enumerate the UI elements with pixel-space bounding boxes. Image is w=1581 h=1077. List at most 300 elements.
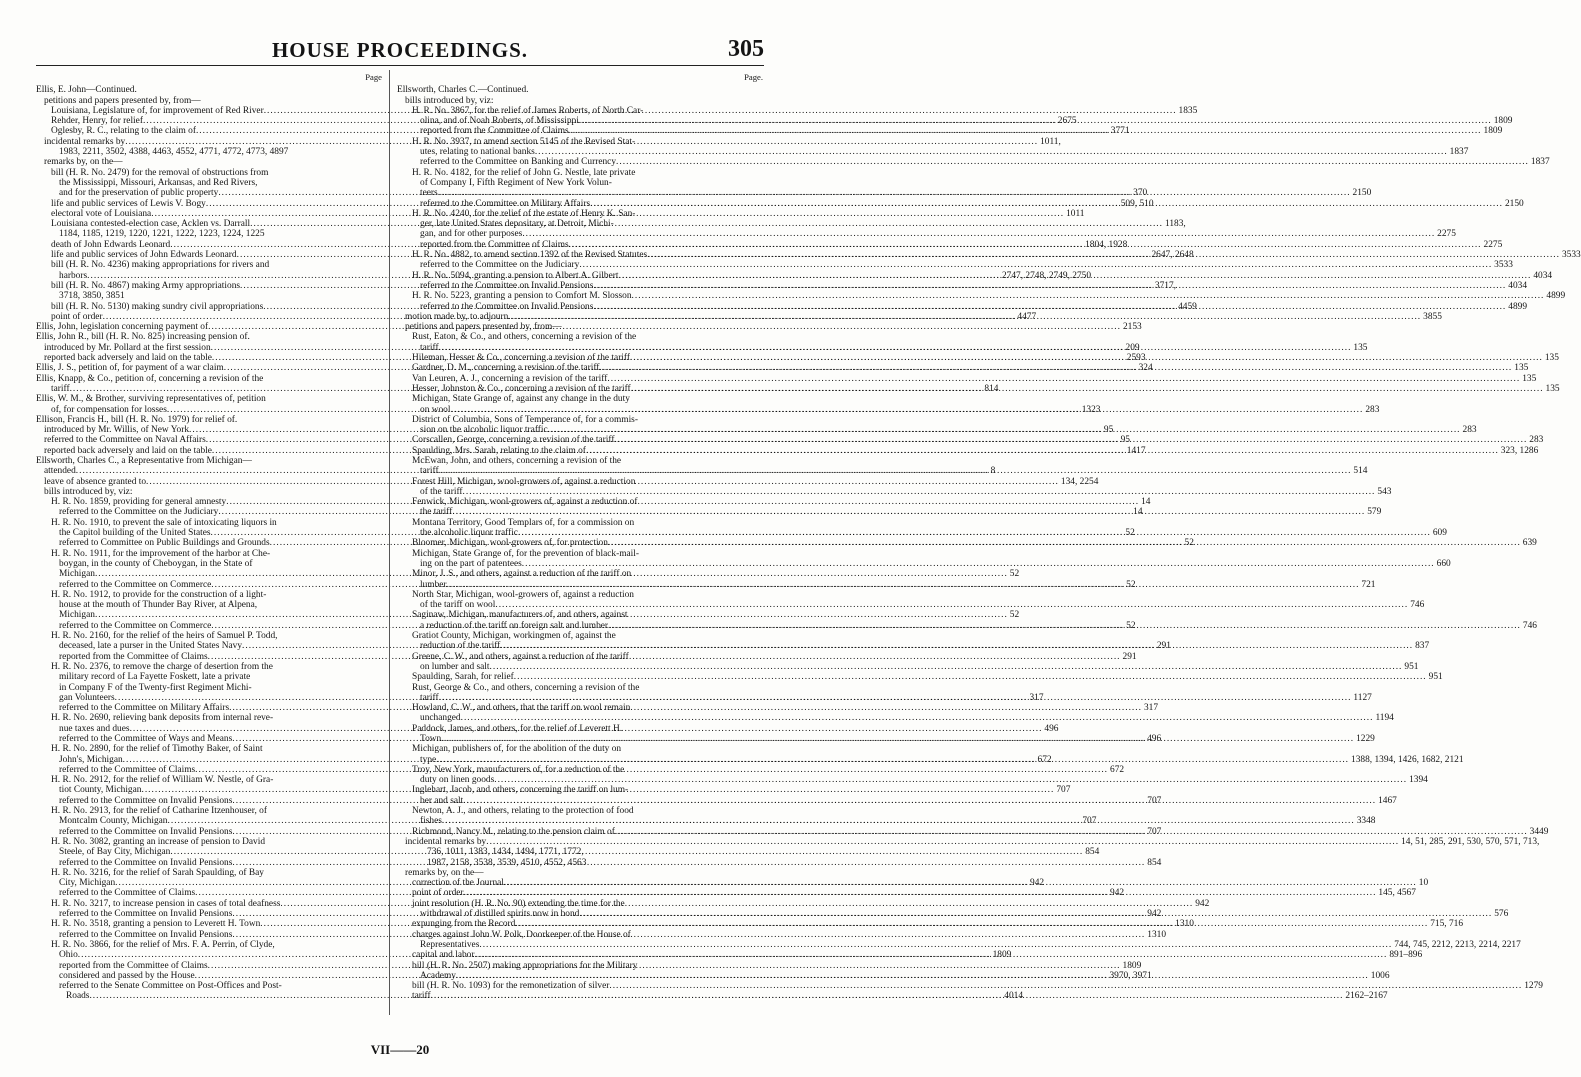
index-entry-line [36,518,382,528]
entry-text: introduced by Mr. Pollard at the first session [44,342,211,353]
leader-dots [522,559,1435,569]
entry-text: Rust, Eaton, & Co., and others, concerning a revision of the [412,332,637,343]
entry-text: referred to the Committee of Ways and Means [59,734,233,744]
entry-text: 1983, 2211, 3502, 4388, 4463, 4552, 4771, 4772, 4773, 4897 [59,147,289,158]
index-entry-line [397,456,763,466]
index-entry-line [36,590,382,600]
page-reference: 891–896 [1389,950,1423,961]
leader-dots [548,425,1461,435]
leader-dots [486,837,1399,847]
leader-dots [438,188,1351,198]
page-reference: 1006 [1370,970,1390,981]
page-number: 305 [728,36,764,62]
index-entry-line [36,662,382,672]
leader-dots [494,775,1407,785]
entry-text: referred to Committee on Public Buildings and Grounds [59,538,270,549]
entry-text: Ohio [59,950,78,961]
page-reference: 135 [1353,342,1368,353]
entry-text: H. R. No. 3867, for the relief of James Roberts, of North Car- [412,105,644,116]
index-entry-line [36,157,382,167]
entry-text: H. R. No. 3082, granting an increase of pension to David [51,836,266,847]
page-reference: 283 [1365,404,1380,415]
entry-text: introduced by Mr. Willis, of New York [44,425,190,436]
index-entry-line [36,260,382,270]
index-entry-line [397,724,763,734]
entry-text: motion made by, to adjourn [405,311,509,322]
page-reference: 1194 [1375,713,1394,724]
index-entry-line [36,549,382,559]
index-entry-line [36,85,382,95]
entry-text: H. R. No. 3217, to increase pension in cases of total deafness [51,898,281,909]
entry-text: expunging from the Record [412,919,516,930]
page-reference: 854 [1147,857,1162,868]
page-reference: 2593 [1126,353,1146,364]
page-reference: 95 [1120,435,1130,446]
entry-text: Forest Hill, Michigan, wool-growers of, against a reduction [412,476,636,487]
entry-text: referred to the Committee on Commerce [59,579,212,590]
entry-text: petitions and papers presented by, from— [44,95,201,106]
entry-text: H. R. No. 5094, granting a pension to Albert A. Gilbert [412,270,619,281]
entry-text: bills introduced by, viz: [405,95,494,106]
entry-text: remarks by, on the— [44,157,123,168]
leader-dots [436,755,1349,765]
index-entry-line [36,374,382,384]
index-entry-line [36,713,382,723]
entry-text: unchanged [420,713,461,724]
index-entry-line [397,85,763,95]
entry-text: point of order [51,311,103,322]
index-entry-line [397,373,1537,384]
leader-dots [450,405,1363,415]
entry-text: H. R. No. 1911, for the improvement of the harbor at Che- [51,548,271,559]
entry-text: deceased, late a purser in the United States Navy [59,641,243,652]
entry-text: Corscallen, George, concerning a revision of the tariff [412,435,615,446]
entry-text: Richmond, Nancy M., relating to the pension claim of [412,826,615,837]
entry-text: referred to the Committee on Invalid Pensions [59,857,233,868]
index-entry-line [36,394,382,404]
page-reference: 707 [1056,785,1071,796]
entry-text: joint resolution (H. R. No. 90) extending the time for the [412,898,625,909]
leader-dots [608,538,1521,548]
index-entry-line [397,147,1469,158]
entry-text: Ellis, W. M., & Brother, surviving representatives of, petition [36,394,266,405]
entry-text: on lumber and salt [420,661,490,672]
header-rule [36,65,764,66]
entry-text: Representatives [420,939,480,950]
page-reference: 370 [1133,188,1148,199]
index-entry-line [397,291,1566,302]
page-reference: 814 [984,383,999,394]
index-entry-line [36,631,382,641]
index-entry-line [36,291,382,301]
entry-text: referred to the Committee on Invalid Pensions [420,280,594,291]
entry-text: of, for compensation for losses [51,404,167,415]
page-reference: 52 [1126,620,1136,631]
page-reference: 2162–2167 [1345,991,1388,1002]
page-reference: 942 [1030,878,1045,889]
entry-text: Louisiana contested-election case, Acklen vs. Darrall [51,219,251,230]
index-entry-line [397,229,1456,240]
entry-text: John's, Michigan [59,754,123,765]
page-reference: 3970, 3971 [1109,970,1152,981]
leader-dots [608,621,1521,631]
entry-text: ing on the part of patentees [420,558,522,569]
entry-text: incidental remarks by [44,136,126,147]
entry-text: 3718, 3850, 3851 [59,291,125,302]
entry-text: Van Leuren, A. J., concerning a revision of the tariff [412,373,608,384]
leader-dots [615,827,1528,837]
index-entry-line [397,219,763,229]
page-reference: 52 [1126,579,1136,590]
page-reference: 3771 [1110,126,1130,137]
entry-text: harbors [59,270,88,281]
page-reference: 10 [1418,878,1429,889]
leader-dots [569,126,1482,136]
page-reference: 951 [1404,661,1419,672]
entry-text: and for the preservation of public property [59,188,219,199]
entry-text: boygan, in the county of Cheboygan, in the State of [59,558,253,569]
page-reference: 1323 [1081,404,1101,415]
index-entry-line [397,765,763,775]
entry-text: Saginaw, Michigan, manufacturers of, and others, against [412,610,628,621]
page-reference: 707 [1082,816,1097,827]
page-reference: 2150 [1504,198,1524,209]
entry-text: H. R. No. 3866, for the relief of Mrs. F. A. Perrin, of Clyde, [51,939,275,950]
entry-text: teers [420,188,438,199]
page-reference: 672 [1110,764,1125,775]
index-entry-line [397,486,1392,497]
page-reference: 942 [1195,898,1210,909]
page-reference: 323, 1286 [1500,445,1539,456]
leader-dots [590,199,1503,209]
entry-text: referred to the Committee on Military Affairs [59,703,230,714]
index-entry-line [397,775,1428,786]
entry-text: duty on linen goods [420,775,495,786]
leader-dots [607,374,1520,384]
entry-text: gan Volunteers [59,692,115,703]
entry-text: tariff [51,383,70,394]
entry-text: nue taxes and dues [59,723,130,734]
index-entry-line [397,168,763,178]
entry-text: Minor, J. S., and others, against a reduction of the tariff on [412,569,632,580]
index-entry-line [397,518,763,528]
leader-dots [616,157,1529,167]
entry-text: referred to the Committee on Military Affairs [420,198,591,209]
entry-text: referred to the Committee on Naval Affairs [44,435,206,446]
entry-text: 736, 1011, 1383, 1434, 1494, 1771, 1772, [427,847,584,858]
entry-text: Ellis, John, legislation concerning payment of [36,322,209,333]
leader-dots [518,528,1431,538]
leader-dots [593,281,1506,291]
entry-text: the tariff [420,507,453,518]
page-reference: 639 [1522,538,1537,549]
page-reference: 4899 [1508,301,1527,312]
entry-text: H. R. No. 3937, to amend section 5145 of the Revised Stat- [412,136,636,147]
page-reference: 1127 [1353,692,1372,703]
entry-text: referred to the Committee on Invalid Pensions [59,929,233,940]
entry-text: considered and passed by the House [59,970,195,981]
entry-text: reported from the Committee of Claims [59,960,208,971]
entry-text: 1184, 1185, 1219, 1220, 1221, 1222, 1223, 1224, 1225 [59,229,265,240]
entry-text: Ellsworth, Charles C., a Representative from Michigan— [36,455,252,466]
index-entry-line [397,477,763,487]
leader-dots [599,363,1512,373]
page-reference: 52 [1184,538,1194,549]
entry-text: H. R. No. 2913, for the relief of Catharine Itzenhouser, of [51,806,267,817]
page-reference: 579 [1367,507,1382,518]
entry-text: reported from the Committee of Claims [59,651,208,662]
page-reference: 3533 [1561,250,1581,261]
index-entry-line [397,703,763,713]
leader-dots [630,353,1543,363]
index-entry-line [36,147,382,157]
entry-text: Michigan, publishers of, for the abolition of the duty on [412,744,622,755]
index-entry-line [397,549,763,559]
entry-text: of the tariff on wool [420,600,496,611]
page-reference: 1388, 1394, 1426, 1682, 2121 [1351,754,1464,765]
entry-text: Michigan, State Grange of, against any change in the duty [412,394,630,405]
page-reference: 1804, 1928 [1085,239,1128,250]
page-reference: 14 [1133,507,1143,518]
index-entry-line [36,600,382,610]
page-reference: 3717, [1154,280,1176,291]
leader-dots [522,229,1435,239]
entry-text: referred to the Senate Committee on Post-Offices and Post- [59,981,282,992]
leader-dots [500,641,1413,651]
index-entry-line [397,683,763,693]
index-entry-line [397,466,1368,477]
entry-text: correction of the Journal [412,878,504,889]
entry-text: reported back adversely and laid on the table [44,353,212,364]
entry-text: Fenwick, Michigan, wool-growers of, against a reduction of [412,497,638,508]
page-reference: 1809 [992,950,1012,961]
page-reference: 209 [1125,342,1140,353]
index-entry-line [397,569,763,579]
index-entry-line [36,806,382,816]
page-reference: 609 [1432,528,1447,539]
entry-text: 1987, 2158, 3538, 3539, 4510, 4552, 4563 [427,857,587,868]
index-entry-line [36,487,382,497]
entry-text: petitions and papers presented by, from— [405,322,562,333]
page-reference: 135 [1545,383,1560,394]
entry-text: leave of absence granted to [44,476,147,487]
entry-text: utes, relating to national banks [420,147,535,158]
page-reference: 744, 745, 2212, 2213, 2214, 2217 [1394,939,1521,950]
page-reference: 1809 [1483,126,1503,137]
page-reference: 2647, 2648 [1151,250,1194,261]
entry-text: the alcoholic liquor traffic [420,528,518,539]
page-reference: 576 [1494,909,1509,920]
leader-dots [504,878,1417,888]
page-reference: 1809 [1493,116,1513,127]
index-entry-line [397,744,763,754]
leader-dots [515,919,1428,929]
leader-dots [474,950,1387,960]
entry-text: bill (H. R. No. 4867) making Army appropriations [51,280,241,291]
page-reference: 134, 2254 [1060,476,1099,487]
page-reference: 951 [1428,672,1443,683]
leader-dots [614,435,1527,445]
entry-text: the Mississippi, Missouri, Arkansas, and Red Rivers, [59,177,258,188]
index-entry-line [36,683,382,693]
index-entry-line [397,939,1521,950]
entry-text: referred to the Committee on Invalid Pensions [59,909,233,920]
entry-text: type [420,754,437,765]
index-entry-line [397,558,1451,569]
page-reference: 660 [1436,558,1451,569]
leader-dots [447,580,1360,590]
index-entry-line [397,590,763,600]
page-reference: 1011, [1040,136,1061,147]
entry-text: Oglesby, R. C., relating to the claim of [51,126,196,137]
leader-dots [508,312,1421,322]
page-reference: 4459 [1178,301,1197,312]
page-reference: 95 [1103,425,1114,436]
page-reference: 1310 [1175,919,1194,930]
index-entry-line [36,744,382,754]
entry-text: life and public services of Lewis V. Bogy [51,198,206,209]
page-reference: 707 [1147,795,1162,806]
index-entry-line [397,497,763,507]
index-entry-line [397,96,763,106]
page-reference: 145, 4567 [1378,888,1416,899]
entry-text: H. R. No. 5223, granting a pension to Comfort M. Slosson [412,291,632,302]
index-entry-line [397,631,763,641]
entry-text: incidental remarks by [405,836,487,847]
entry-text: on wool [420,404,451,415]
leader-dots [439,693,1352,703]
index-entry-line [397,713,1394,724]
entry-text: ger, late United States depositary, at Detroit, Michi- [420,219,614,230]
entry-text: house at the mouth of Thunder Bay River, at Alpena, [59,600,258,611]
page-reference: 291 [1122,651,1137,662]
entry-text: Paddock, James, and others, for the relief of Leverett H. [412,723,623,734]
entry-text: of Company I, Fifth Regiment of New York Volun- [420,177,612,188]
index-entry-line [397,157,1550,168]
entry-text: Ellis, Knapp, & Co., petition of, concerning a revision of the [36,373,264,384]
entry-text: Gardner, D. M., concerning a revision of the tariff [412,363,600,374]
leader-dots [456,971,1369,981]
leader-dots [495,600,1408,610]
leader-dots [464,888,1377,898]
page-reference: 4014 [1004,991,1024,1002]
entry-text: Ellis, E. John—Continued. [36,85,137,96]
page-reference: 3348 [1356,816,1376,827]
page-reference: 837 [1415,641,1430,652]
entry-text: H. R. No. 2690, relieving bank deposits from internal reve- [51,713,274,724]
entry-text: Ellison, Francis H., bill (H. R. No. 1979) for relief of. [36,414,238,425]
page-reference: 942 [1110,888,1125,899]
index-entry-line [36,868,382,878]
entry-text: Greene, C. W., and others, against a reduction of the tariff [412,651,629,662]
leader-dots [439,343,1352,353]
entry-text: Spaulding, Sarah, for relief [412,672,514,683]
entry-text: H. R. No. 4240, for the relief of the estate of Henry K. San- [412,208,636,219]
page-reference: 509, 510 [1120,198,1154,209]
index-entry-line [36,178,382,188]
running-head-title: HOUSE PROCEEDINGS. [271,38,529,62]
page-reference: 1183, [1164,219,1186,230]
leader-dots [479,940,1392,950]
page-reference: 4899 [1546,291,1566,302]
entry-text: Town [420,734,442,744]
entry-text: Academy [420,970,456,981]
entry-text: lumber [420,579,447,590]
page-reference: 2747, 2748, 2749, 2750 [1001,270,1092,281]
leader-dots [461,713,1374,723]
index-entry-line [397,981,1543,992]
entry-text: tariff [420,692,439,703]
entry-text: gan, and for other purposes [420,229,523,240]
entry-text: attended [44,466,76,477]
index-entry-line [397,137,763,147]
page-reference: 746 [1410,600,1425,611]
entry-text: tariff [420,342,439,353]
page-reference: 746 [1522,620,1537,631]
page-reference: 1835 [1178,105,1198,116]
leader-dots [609,981,1522,991]
entry-text: H. R. No. 2890, for the relief of Timothy Baker, of Saint [51,744,263,755]
index-entry-line [397,899,763,909]
index-entry-line [36,96,382,106]
entry-text: the Capitol building of the United States [59,528,211,539]
entry-text: referred to the Committee on Invalid Pensions [59,826,233,837]
entry-text: Rust, George & Co., and others, concerning a revision of the [412,682,640,693]
entry-text: reported back adversely and laid on the table [44,445,212,456]
entry-text: Howland, C. W., and others, that the tariff on wool remain [412,703,631,714]
index-entry-line [397,415,763,425]
entry-text: referred to the Committee on Invalid Pensions [420,301,594,312]
entry-text: Bloomer, Michigan, wool-growers of, for protection [412,538,608,549]
index-entry-line [36,981,382,991]
column-page-label: Page. [744,72,763,82]
index-entry-line [397,178,763,188]
entry-text: North Star, Michigan, wool-growers of, against a reduction [412,589,634,600]
page-reference: 707 [1147,826,1162,837]
page-reference: 283 [1462,425,1477,436]
entry-text: Hileman, Hesser & Co., concerning a revision of the tariff [412,353,630,364]
entry-text: Michigan [59,610,95,621]
page-reference: 721 [1361,579,1376,590]
entry-text: bill (H. R. No. 5130) making sundry civil appropriations [51,301,264,312]
leader-dots [431,991,1344,1001]
index-entry-line [397,209,763,219]
entry-text: H. R. No. 2160, for the relief of the heirs of Samuel P. Todd, [51,631,278,642]
page-reference: 52 [1009,569,1020,580]
entry-text: City, Michigan [59,878,116,889]
entry-text: Michigan [59,569,95,580]
page-reference: 496 [1147,734,1162,744]
index-entry-line [397,847,763,857]
leader-dots [632,291,1545,301]
entry-text: H. R. No. 3518, granting a pension to Leverett H. Town [51,919,261,930]
leader-dots [490,662,1403,672]
entry-text: point of order [412,888,464,899]
page-reference: 135 [1522,373,1537,384]
leader-dots [647,250,1560,260]
leader-dots [569,240,1482,250]
entry-text: Steele, of Bay City, Michigan [59,847,171,858]
page-reference: 135 [1544,353,1559,364]
leader-dots [463,796,1376,806]
index-entry-line [397,600,1425,611]
entry-text: a reduction of the tariff on foreign salt and lumber [420,620,609,631]
column-divider [389,70,390,1015]
entry-text: tiot County, Michigan [59,785,142,796]
page-reference: 4477 [1017,311,1037,322]
entry-text: H. R. No. 4182, for the relief of John G. Nestle, late private [412,167,636,178]
index-entry-line [397,661,1419,672]
